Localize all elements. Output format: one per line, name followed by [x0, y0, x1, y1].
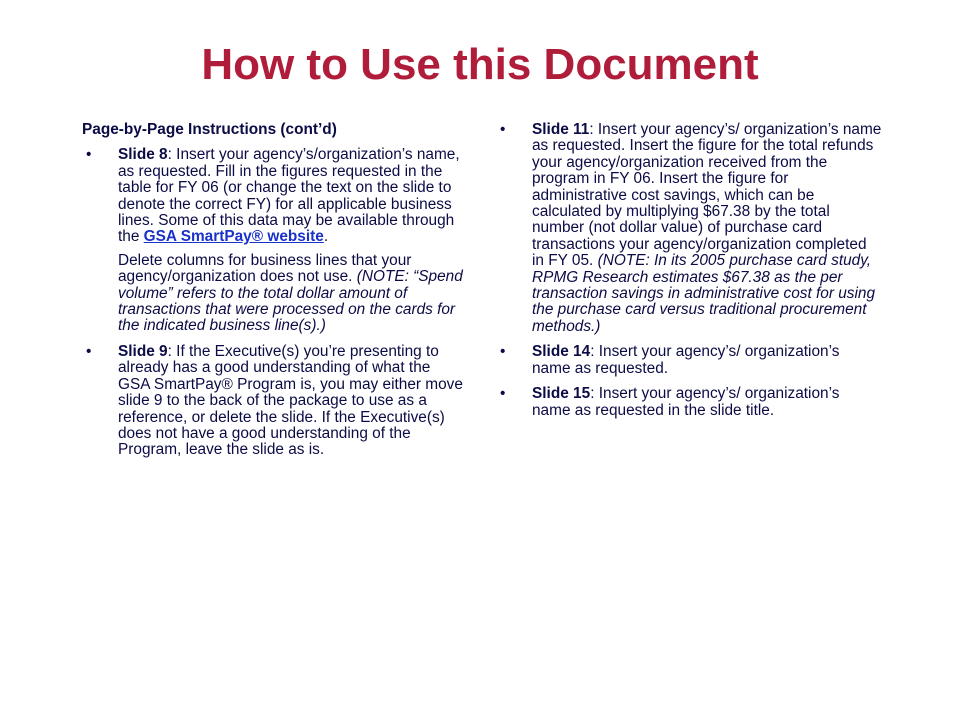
- bullet-marker: •: [500, 385, 506, 403]
- gsa-smartpay-website-link[interactable]: GSA SmartPay® website: [143, 228, 324, 246]
- punctuation: .: [323, 228, 329, 246]
- slide-label: Slide 15: [532, 385, 591, 403]
- bullet-paragraph: [532, 386, 882, 419]
- bullet-item-slide-8: [82, 147, 466, 334]
- instruction-text: : Insert your agency’s/ organization’s name as requested.: [532, 343, 840, 377]
- note-text: (NOTE: In its 2005 purchase card study, RPMG Research estimates $67.38 as the per transaction savings in administrative cost for using the purchase card versus traditional procurement methods.): [532, 252, 876, 335]
- slide-label: Slide 14: [532, 343, 591, 361]
- instruction-text: : If the Executive(s) you’re presenting to already has a good understanding of what the GSA SmartPay® Program is, you may either move slide 9 to the back of the package to use as a reference, or delete the slide. If the Executive(s) does not have a good understanding of the Program, leave the slide as is.: [118, 342, 463, 459]
- bullet-paragraph: [532, 344, 882, 377]
- note-text: (NOTE: “Spend volume” refers to the total dollar amount of transactions that were processed on the cards for the indicated business line(s).): [118, 268, 463, 335]
- bullet-paragraph: [118, 344, 466, 459]
- instruction-text: : Insert your agency’s/ organization’s name as requested in the slide title.: [532, 385, 840, 419]
- left-column: [82, 122, 466, 468]
- slide-title: How to Use this Document: [201, 40, 759, 89]
- instruction-text: : Insert your agency’s/ organization’s name as requested. Insert the figure for the total refunds your agency/organization received from the program in FY 06. Insert the figure for administrative cost savings, which can be calculated by multiplying $67.38 by the total number (not dollar value) of purchase card transactions your agency/organization completed in FY 05.: [532, 121, 882, 270]
- slide-label: Slide 9: [118, 342, 168, 360]
- bullet-marker: •: [500, 343, 506, 361]
- slide-label: Slide 8: [118, 146, 168, 164]
- bullet-item-slide-14: [496, 344, 882, 377]
- bullet-paragraph: [532, 122, 882, 335]
- bullet-paragraph: [118, 147, 466, 245]
- right-bullet-list: [496, 122, 882, 419]
- bullet-item-slide-9: [82, 344, 466, 459]
- instruction-text: Delete columns for business lines that your agency/organization does not use.: [118, 251, 412, 286]
- bullet-marker: •: [86, 342, 92, 360]
- slide-label: Slide 11: [532, 121, 590, 138]
- right-column: [496, 122, 882, 428]
- subheading: Page-by-Page Instructions (cont’d): [82, 121, 337, 138]
- instruction-text: : Insert your agency’s/organization’s name, as requested. Fill in the figures requested in the table for FY 06 (or change the text on the slide to denote the correct FY) for all applicable business lines. Some of this data may be available through the: [118, 146, 460, 246]
- bullet-item-slide-11: [496, 122, 882, 335]
- bullet-item-slide-15: [496, 386, 882, 419]
- bullet-paragraph-2: [118, 253, 466, 335]
- left-bullet-list: [82, 147, 466, 458]
- bullet-marker: •: [86, 146, 92, 164]
- bullet-marker: •: [500, 121, 506, 138]
